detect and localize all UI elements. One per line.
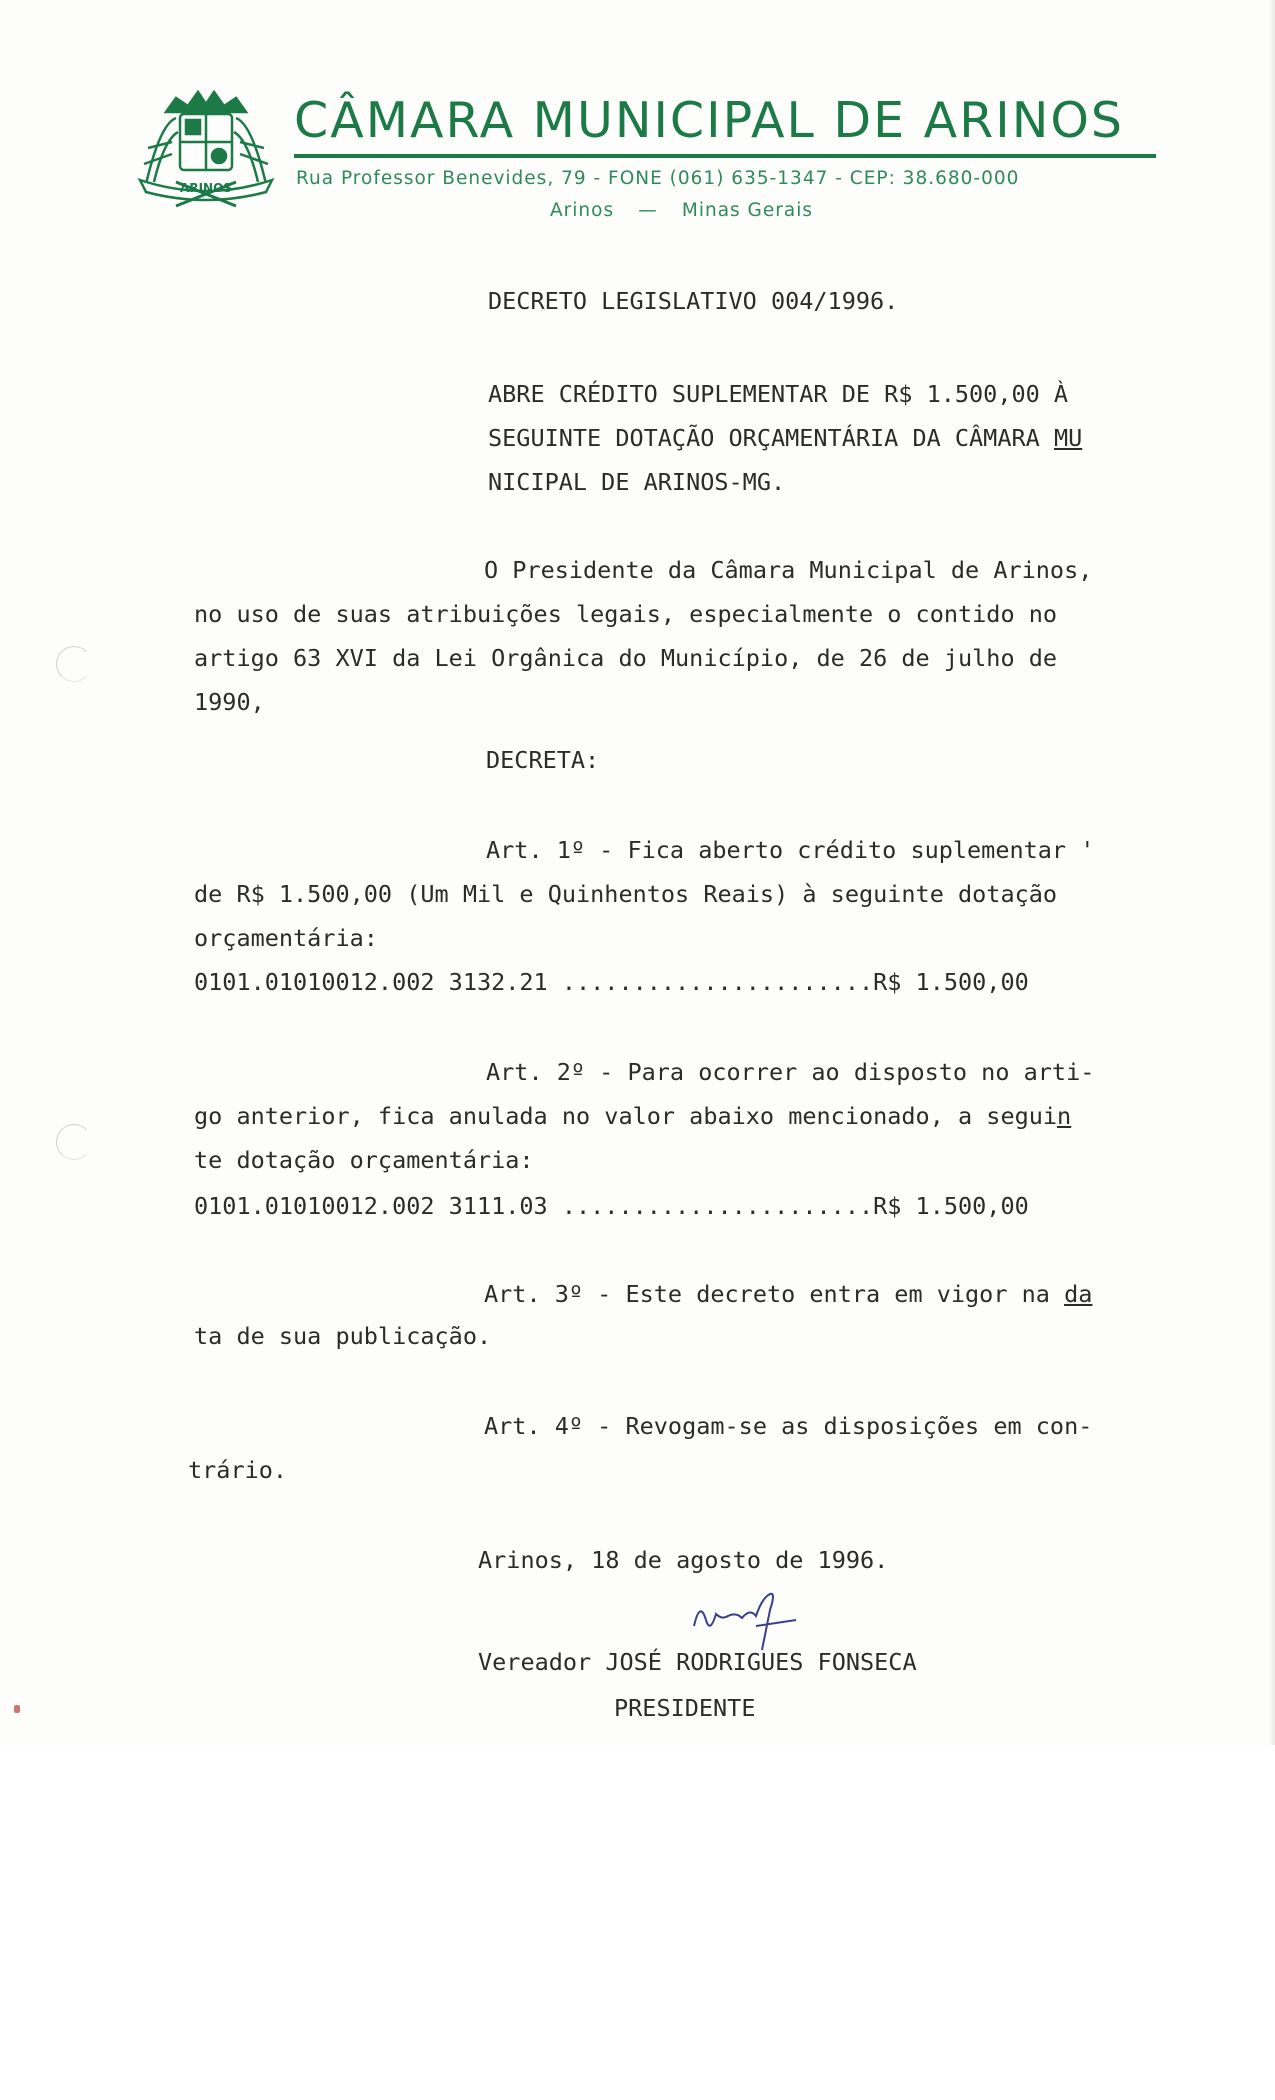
article-1-line: Art. 1º - Fica aberto crédito suplementar ' xyxy=(486,836,1095,864)
article-3-line: ta de sua publicação. xyxy=(194,1322,492,1350)
budget-allocation-line: 0101.01010012.002 3132.21 ......................R$ 1.500,00 xyxy=(194,968,1029,996)
letterhead-divider xyxy=(294,154,1156,158)
summary-line: SEGUINTE DOTAÇÃO ORÇAMENTÁRIA DA CÂMARA MU xyxy=(488,424,1083,452)
preamble-line: O Presidente da Câmara Municipal de Arinos, xyxy=(484,556,1093,584)
letterhead-location xyxy=(550,200,813,221)
preamble-line: 1990, xyxy=(194,688,265,716)
article-2-line: Art. 2º - Para ocorrer ao disposto no arti- xyxy=(486,1058,1095,1086)
municipal-coat-of-arms-icon xyxy=(136,84,276,212)
location-separator: — xyxy=(638,200,658,221)
article-1-line: de R$ 1.500,00 (Um Mil e Quinhentos Reais) à seguinte dotação xyxy=(194,880,1058,908)
letterhead-title: CÂMARA MUNICIPAL DE ARINOS xyxy=(294,92,1125,149)
punch-hole-mark xyxy=(56,1124,92,1160)
preamble-line: artigo 63 XVI da Lei Orgânica do Município, de 26 de julho de xyxy=(194,644,1058,672)
ink-speck xyxy=(14,1705,20,1713)
underlined-fragment: MU xyxy=(1053,424,1083,452)
article-2-line: go anterior, fica anulada no valor abaixo mencionado, a seguin xyxy=(194,1102,1072,1130)
article-4-line: trário. xyxy=(188,1456,288,1484)
summary-line: NICIPAL DE ARINOS-MG. xyxy=(488,468,786,496)
decree-title: DECRETO LEGISLATIVO 004/1996. xyxy=(488,287,899,315)
signatory-name: Vereador JOSÉ RODRIGUES FONSECA xyxy=(478,1648,917,1676)
signatory-position: PRESIDENTE xyxy=(614,1694,756,1722)
state-name: Minas Gerais xyxy=(681,200,813,221)
summary-line: ABRE CRÉDITO SUPLEMENTAR DE R$ 1.500,00 À xyxy=(488,380,1069,408)
article-1-line: orçamentária: xyxy=(194,924,378,952)
seal-text: ARINOS xyxy=(180,181,232,195)
letterhead-address: Rua Professor Benevides, 79 - FONE (061) 635-1347 - CEP: 38.680-000 xyxy=(296,168,1020,189)
article-4-line: Art. 4º - Revogam-se as disposições em con- xyxy=(484,1412,1093,1440)
preamble-line: no uso de suas atribuições legais, especialmente o contido no xyxy=(194,600,1058,628)
city-name: Arinos xyxy=(550,200,615,221)
handwritten-signature xyxy=(686,1590,806,1654)
budget-annulment-line: 0101.01010012.002 3111.03 ......................R$ 1.500,00 xyxy=(194,1192,1029,1220)
article-3-line: Art. 3º - Este decreto entra em vigor na da xyxy=(484,1280,1093,1308)
underlined-fragment: da xyxy=(1064,1280,1093,1308)
paper-edge xyxy=(1269,0,1275,1745)
date-line: Arinos, 18 de agosto de 1996. xyxy=(478,1546,889,1574)
article-2-line: te dotação orçamentária: xyxy=(194,1146,534,1174)
punch-hole-mark xyxy=(56,646,92,682)
decreta-heading: DECRETA: xyxy=(486,746,600,774)
underlined-fragment: n xyxy=(1057,1102,1072,1130)
